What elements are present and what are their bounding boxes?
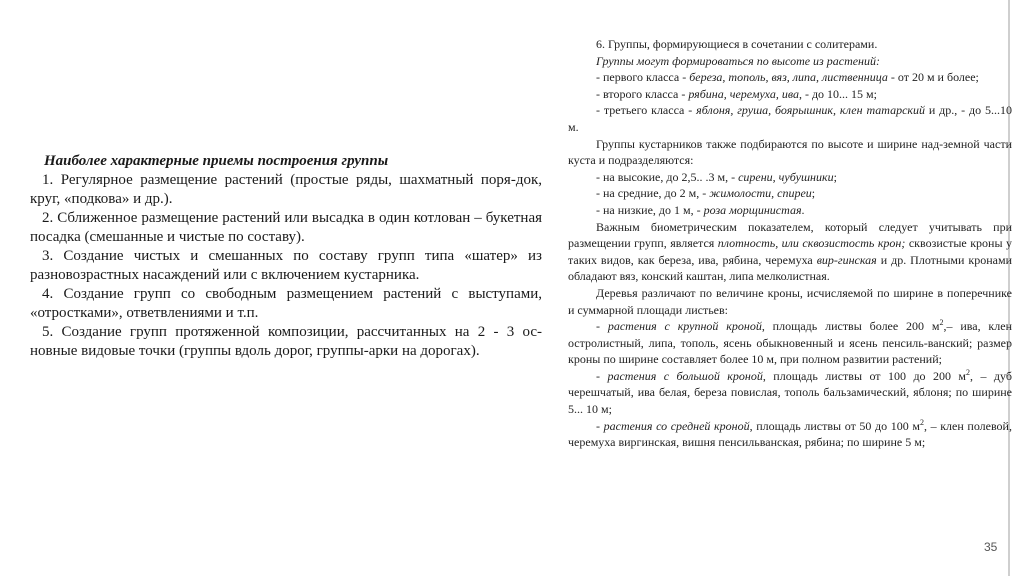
page-number: 35	[984, 540, 998, 554]
height-class-item: - первого класса - береза, тополь, вяз, липа, лиственница - от 20 м и более;	[596, 70, 979, 85]
list-item: 1. Регулярное размещение растений (простые ряды, шахматный поря-док, круг, «подкова» и др.).	[30, 172, 542, 207]
shrub-item: - на высокие, до 2,5.. .3 м, - сирени, чубушники;	[596, 169, 837, 184]
height-class-item: - третьего класса - яблоня, груша, боярышник, клен татарский и др., - до 5...10 м.	[568, 103, 1012, 134]
shrub-item: - на средние, до 2 м, - жимолости, спиреи;	[596, 186, 816, 201]
list-item: 5. Создание групп протяженной композиции, рассчитанных на 2 - 3 ос-новные видовые точки (группы вдоль дорог, группы-арки на дорогах).	[30, 324, 542, 359]
left-text-column	[30, 152, 542, 361]
section-heading: Наиболее характерные приемы построения группы	[44, 153, 389, 169]
list-item: 3. Создание чистых и смешанных по составу групп типа «шатер» из разновозрастных насаждений или с включением кустарника.	[30, 248, 542, 283]
crown-item: - растения с крупной кроной, площадь листвы более 200 $м^2,-$ ива, клен остролистный, липа, тополь, ясень обыкновенный и ясень пенсиль-ванский; размер кроны по ширине составляет более 10 м, при полном развитии растений;	[568, 318, 1013, 367]
paragraph: Группы кустарников также подбираются по высоте и ширине над-земной части куста и подразделяются:	[568, 136, 1012, 168]
paragraph: Деревья различают по величине кроны, исчисляемой по ширине в поперечнике и суммарной площади листьев:	[568, 285, 1012, 317]
right-text-column	[568, 36, 1012, 451]
height-class-item: - второго класса - рябина, черемуха, ива, - до 10... 15 м;	[596, 86, 877, 101]
crown-item: - растения с большой кроной, площадь листвы от 100 до 200 $м^2$, – дуб черешчатый, ива белая, береза повислая, тополь бальзамический, яблоня; по ширине 5... 10 м;	[568, 367, 1012, 417]
shrub-item: - на низкие, до 1 м, - роза морщинистая.	[596, 202, 805, 217]
paragraph: Группы могут формироваться по высоте из растений:	[596, 53, 881, 68]
crown-item: - растения со средней кроной, площадь листвы от 50 до 100 $м^2$, – клен полевой, черемуха виргинская, вишня пенсильванская, рябина; по ширине 5 м;	[568, 417, 1012, 450]
paragraph: 6. Группы, формирующиеся в сочетании с солитерами.	[596, 37, 878, 51]
list-item: 2. Сближенное размещение растений или высадка в один котлован – букетная посадка (смешанные и чистые по составу).	[30, 210, 542, 245]
list-item: 4. Создание групп со свободным размещением растений с выступами, «отростками», ответвлениями и т.п.	[30, 286, 542, 321]
paragraph: Важным биометрическим показателем, который следует учитывать при размещении групп, является плотность, или сквозистость крон; сквозистые кроны у таких видов, как береза, ива, рябина, черемуха вир-гинская и др. Плотными кронами обладают вяз, конский каштан, липа мелколистная.	[568, 219, 1012, 284]
